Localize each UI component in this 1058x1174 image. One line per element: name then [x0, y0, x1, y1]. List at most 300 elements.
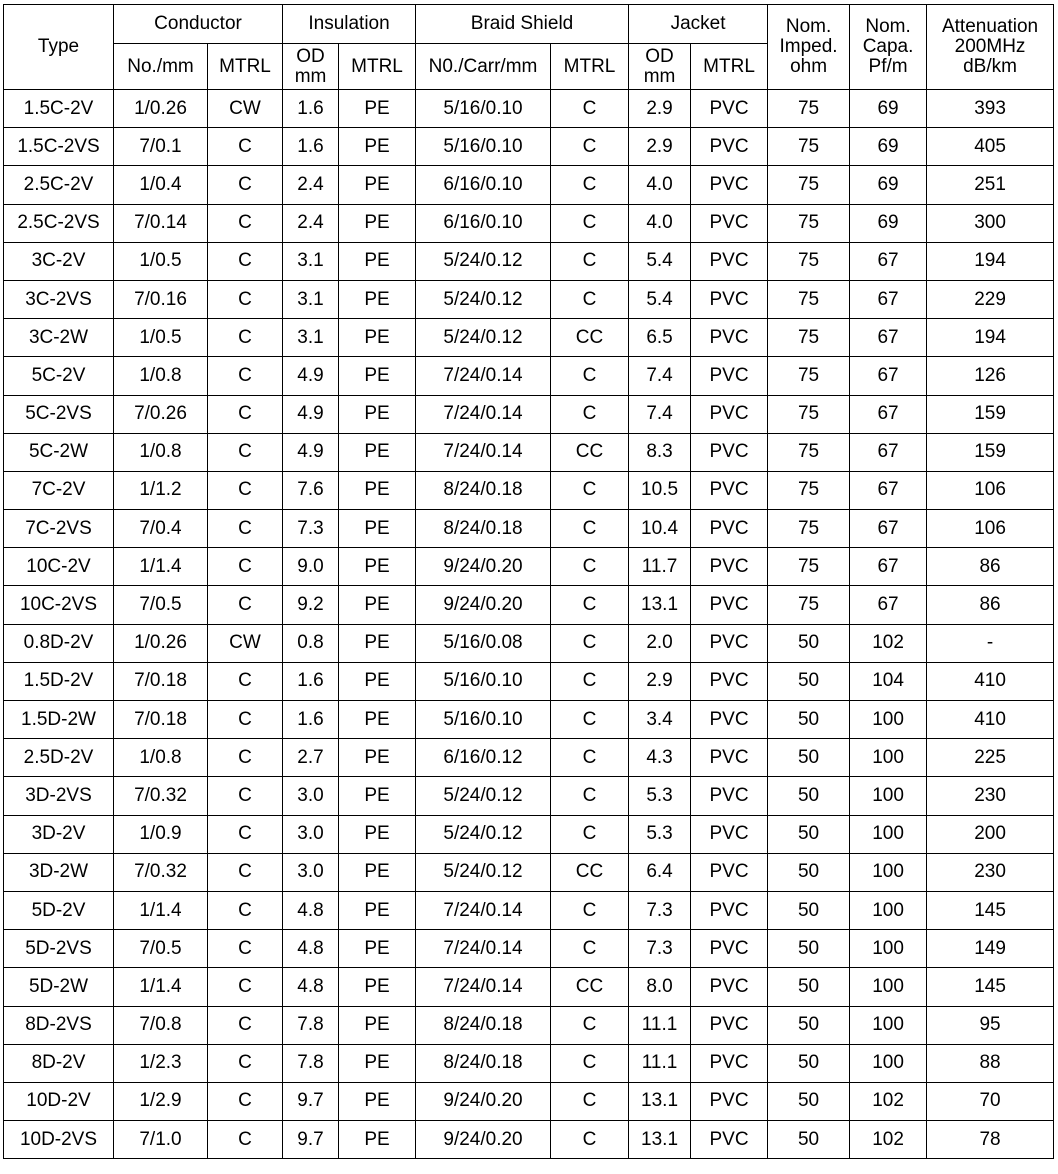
coax-spec-table — [3, 4, 1054, 1159]
cell-braid-no-carr-mm: 5/16/0.10 — [416, 701, 551, 739]
cell-nom-capa: 100 — [850, 930, 927, 968]
cell-type: 1.5C-2VS — [4, 128, 114, 166]
cell-attenuation: 200 — [927, 815, 1054, 853]
cell-conductor-no-mm: 7/0.18 — [114, 662, 208, 700]
cell-nom-imped: 75 — [768, 242, 850, 280]
cell-insulation-mtrl: PE — [339, 357, 416, 395]
cell-type: 2.5C-2V — [4, 166, 114, 204]
cell-nom-capa: 67 — [850, 357, 927, 395]
cell-jacket-od: 6.4 — [629, 853, 691, 891]
cell-jacket-mtrl: PVC — [691, 471, 768, 509]
cell-jacket-mtrl: PVC — [691, 1082, 768, 1120]
cell-nom-imped: 50 — [768, 1006, 850, 1044]
cell-braid-no-carr-mm: 5/24/0.12 — [416, 815, 551, 853]
cell-insulation-mtrl: PE — [339, 586, 416, 624]
cell-type: 7C-2V — [4, 471, 114, 509]
cell-conductor-mtrl: C — [208, 395, 283, 433]
cell-insulation-od: 4.8 — [283, 891, 339, 929]
cell-attenuation: 86 — [927, 548, 1054, 586]
cell-conductor-mtrl: C — [208, 586, 283, 624]
cell-conductor-no-mm: 1/0.26 — [114, 90, 208, 128]
cell-conductor-mtrl: C — [208, 280, 283, 318]
cell-insulation-mtrl: PE — [339, 1082, 416, 1120]
cell-type: 3D-2V — [4, 815, 114, 853]
cell-braid-mtrl: CC — [551, 433, 629, 471]
cell-jacket-od: 2.9 — [629, 90, 691, 128]
cell-nom-imped: 50 — [768, 1082, 850, 1120]
cell-braid-mtrl: C — [551, 166, 629, 204]
cell-type: 5D-2V — [4, 891, 114, 929]
table-row — [4, 1006, 1054, 1044]
cell-jacket-mtrl: PVC — [691, 777, 768, 815]
cell-braid-no-carr-mm: 7/24/0.14 — [416, 891, 551, 929]
cell-type: 8D-2V — [4, 1044, 114, 1082]
table-row — [4, 777, 1054, 815]
cell-insulation-od: 2.7 — [283, 739, 339, 777]
cell-insulation-od: 7.8 — [283, 1006, 339, 1044]
header-braid-shield: Braid Shield — [416, 5, 629, 44]
cell-insulation-mtrl: PE — [339, 701, 416, 739]
cell-braid-mtrl: C — [551, 128, 629, 166]
cell-braid-mtrl: C — [551, 471, 629, 509]
cell-jacket-mtrl: PVC — [691, 1121, 768, 1159]
cell-nom-imped: 75 — [768, 510, 850, 548]
cell-jacket-mtrl: PVC — [691, 548, 768, 586]
cell-attenuation: 393 — [927, 90, 1054, 128]
cell-braid-no-carr-mm: 9/24/0.20 — [416, 548, 551, 586]
cell-braid-no-carr-mm: 7/24/0.14 — [416, 968, 551, 1006]
cell-conductor-no-mm: 1/2.3 — [114, 1044, 208, 1082]
cell-insulation-od: 7.6 — [283, 471, 339, 509]
cell-conductor-mtrl: C — [208, 1082, 283, 1120]
cell-jacket-od: 11.1 — [629, 1044, 691, 1082]
cell-conductor-mtrl: C — [208, 1121, 283, 1159]
cell-jacket-mtrl: PVC — [691, 204, 768, 242]
cell-nom-imped: 75 — [768, 204, 850, 242]
header-insulation-od: OD mm — [283, 44, 339, 90]
cell-nom-imped: 50 — [768, 777, 850, 815]
cell-nom-capa: 100 — [850, 815, 927, 853]
cell-attenuation: 194 — [927, 319, 1054, 357]
cell-attenuation: 106 — [927, 510, 1054, 548]
cell-insulation-mtrl: PE — [339, 280, 416, 318]
table-row — [4, 242, 1054, 280]
table-row — [4, 433, 1054, 471]
cell-jacket-mtrl: PVC — [691, 242, 768, 280]
cell-type: 3C-2V — [4, 242, 114, 280]
cell-jacket-mtrl: PVC — [691, 1044, 768, 1082]
cell-jacket-mtrl: PVC — [691, 968, 768, 1006]
table-row — [4, 1082, 1054, 1120]
cell-jacket-mtrl: PVC — [691, 891, 768, 929]
cell-jacket-od: 5.3 — [629, 815, 691, 853]
cell-nom-imped: 50 — [768, 815, 850, 853]
cell-jacket-mtrl: PVC — [691, 815, 768, 853]
cell-conductor-no-mm: 7/1.0 — [114, 1121, 208, 1159]
cell-braid-mtrl: CC — [551, 319, 629, 357]
cell-braid-no-carr-mm: 5/16/0.10 — [416, 662, 551, 700]
table-row — [4, 739, 1054, 777]
cell-type: 3C-2W — [4, 319, 114, 357]
cell-insulation-mtrl: PE — [339, 968, 416, 1006]
cell-jacket-od: 2.9 — [629, 128, 691, 166]
cell-nom-imped: 50 — [768, 930, 850, 968]
cell-insulation-od: 9.0 — [283, 548, 339, 586]
cell-braid-mtrl: C — [551, 701, 629, 739]
header-nom-capa: Nom. Capa. Pf/m — [850, 5, 927, 90]
cell-nom-capa: 67 — [850, 433, 927, 471]
cell-conductor-no-mm: 1/0.8 — [114, 357, 208, 395]
cell-nom-capa: 100 — [850, 701, 927, 739]
cell-attenuation: 229 — [927, 280, 1054, 318]
cell-attenuation: 225 — [927, 739, 1054, 777]
cell-conductor-mtrl: C — [208, 968, 283, 1006]
cell-conductor-mtrl: C — [208, 853, 283, 891]
cell-braid-mtrl: C — [551, 395, 629, 433]
cell-jacket-od: 4.0 — [629, 166, 691, 204]
cell-conductor-no-mm: 1/0.5 — [114, 319, 208, 357]
cell-conductor-mtrl: CW — [208, 624, 283, 662]
cell-nom-capa: 67 — [850, 395, 927, 433]
cell-insulation-od: 2.4 — [283, 204, 339, 242]
cell-type: 3D-2W — [4, 853, 114, 891]
cell-insulation-mtrl: PE — [339, 1006, 416, 1044]
cell-nom-capa: 100 — [850, 891, 927, 929]
cell-conductor-mtrl: C — [208, 930, 283, 968]
cell-nom-capa: 67 — [850, 242, 927, 280]
cell-insulation-mtrl: PE — [339, 624, 416, 662]
table-row — [4, 357, 1054, 395]
cell-braid-mtrl: C — [551, 90, 629, 128]
header-nom-imped: Nom. Imped. ohm — [768, 5, 850, 90]
cell-conductor-no-mm: 1/0.26 — [114, 624, 208, 662]
cell-insulation-od: 3.0 — [283, 853, 339, 891]
cell-nom-capa: 67 — [850, 548, 927, 586]
cell-braid-no-carr-mm: 6/16/0.10 — [416, 204, 551, 242]
cell-nom-imped: 75 — [768, 280, 850, 318]
cell-braid-mtrl: C — [551, 777, 629, 815]
cell-conductor-no-mm: 1/2.9 — [114, 1082, 208, 1120]
cell-attenuation: 145 — [927, 891, 1054, 929]
cell-braid-no-carr-mm: 8/24/0.18 — [416, 471, 551, 509]
cell-type: 10D-2V — [4, 1082, 114, 1120]
cell-insulation-mtrl: PE — [339, 433, 416, 471]
cell-jacket-od: 13.1 — [629, 586, 691, 624]
cell-insulation-od: 1.6 — [283, 90, 339, 128]
cell-insulation-mtrl: PE — [339, 471, 416, 509]
cell-insulation-od: 1.6 — [283, 662, 339, 700]
cell-type: 3D-2VS — [4, 777, 114, 815]
cell-attenuation: 194 — [927, 242, 1054, 280]
cell-insulation-mtrl: PE — [339, 319, 416, 357]
cell-conductor-no-mm: 1/0.5 — [114, 242, 208, 280]
cell-jacket-od: 8.3 — [629, 433, 691, 471]
table-row — [4, 280, 1054, 318]
table-row — [4, 1121, 1054, 1159]
cell-braid-no-carr-mm: 5/24/0.12 — [416, 319, 551, 357]
cell-jacket-mtrl: PVC — [691, 586, 768, 624]
table-row — [4, 548, 1054, 586]
cell-jacket-od: 5.4 — [629, 280, 691, 318]
cell-insulation-od: 3.0 — [283, 777, 339, 815]
header-jacket: Jacket — [629, 5, 768, 44]
cell-nom-imped: 50 — [768, 662, 850, 700]
cell-insulation-mtrl: PE — [339, 1121, 416, 1159]
cell-conductor-mtrl: CW — [208, 90, 283, 128]
cell-nom-imped: 50 — [768, 968, 850, 1006]
table-row — [4, 968, 1054, 1006]
table-row — [4, 395, 1054, 433]
cell-conductor-mtrl: C — [208, 319, 283, 357]
cell-nom-imped: 50 — [768, 1121, 850, 1159]
cell-braid-no-carr-mm: 5/24/0.12 — [416, 242, 551, 280]
table-row — [4, 930, 1054, 968]
cell-braid-mtrl: C — [551, 815, 629, 853]
cell-insulation-od: 7.8 — [283, 1044, 339, 1082]
cell-nom-imped: 75 — [768, 586, 850, 624]
cell-insulation-od: 4.8 — [283, 930, 339, 968]
cell-conductor-mtrl: C — [208, 548, 283, 586]
table-row — [4, 1044, 1054, 1082]
cell-conductor-no-mm: 1/0.9 — [114, 815, 208, 853]
cell-nom-imped: 50 — [768, 701, 850, 739]
cell-conductor-no-mm: 1/1.4 — [114, 548, 208, 586]
cell-braid-mtrl: C — [551, 280, 629, 318]
cell-insulation-mtrl: PE — [339, 510, 416, 548]
cell-insulation-od: 3.1 — [283, 242, 339, 280]
cell-nom-imped: 75 — [768, 166, 850, 204]
cell-attenuation: 159 — [927, 395, 1054, 433]
table-row — [4, 510, 1054, 548]
cell-insulation-mtrl: PE — [339, 548, 416, 586]
cell-conductor-no-mm: 1/0.4 — [114, 166, 208, 204]
cell-braid-mtrl: C — [551, 357, 629, 395]
cell-nom-capa: 100 — [850, 1044, 927, 1082]
cell-insulation-od: 7.3 — [283, 510, 339, 548]
header-insulation: Insulation — [283, 5, 416, 44]
cell-nom-capa: 67 — [850, 510, 927, 548]
cell-braid-mtrl: C — [551, 891, 629, 929]
cell-braid-no-carr-mm: 5/16/0.10 — [416, 128, 551, 166]
cell-jacket-mtrl: PVC — [691, 280, 768, 318]
cell-braid-no-carr-mm: 7/24/0.14 — [416, 433, 551, 471]
cell-conductor-mtrl: C — [208, 433, 283, 471]
cell-attenuation: 251 — [927, 166, 1054, 204]
cell-type: 1.5D-2W — [4, 701, 114, 739]
cell-nom-capa: 104 — [850, 662, 927, 700]
cell-jacket-mtrl: PVC — [691, 128, 768, 166]
cell-conductor-mtrl: C — [208, 166, 283, 204]
cell-attenuation: - — [927, 624, 1054, 662]
cell-attenuation: 410 — [927, 662, 1054, 700]
cell-attenuation: 106 — [927, 471, 1054, 509]
table-body — [4, 90, 1054, 1159]
cell-jacket-od: 7.4 — [629, 395, 691, 433]
cell-nom-capa: 100 — [850, 777, 927, 815]
cell-jacket-od: 13.1 — [629, 1121, 691, 1159]
table-row — [4, 891, 1054, 929]
cell-nom-imped: 50 — [768, 739, 850, 777]
cell-braid-no-carr-mm: 7/24/0.14 — [416, 930, 551, 968]
cell-attenuation: 88 — [927, 1044, 1054, 1082]
cell-braid-no-carr-mm: 8/24/0.18 — [416, 1044, 551, 1082]
cell-conductor-no-mm: 7/0.32 — [114, 777, 208, 815]
cell-nom-capa: 69 — [850, 204, 927, 242]
cell-type: 10D-2VS — [4, 1121, 114, 1159]
cell-conductor-no-mm: 7/0.5 — [114, 586, 208, 624]
table-row — [4, 624, 1054, 662]
cell-braid-mtrl: C — [551, 739, 629, 777]
cell-conductor-mtrl: C — [208, 815, 283, 853]
cell-jacket-mtrl: PVC — [691, 739, 768, 777]
cell-type: 10C-2V — [4, 548, 114, 586]
cell-nom-imped: 75 — [768, 471, 850, 509]
cell-jacket-od: 10.4 — [629, 510, 691, 548]
table-row — [4, 471, 1054, 509]
table-row — [4, 853, 1054, 891]
cell-nom-imped: 75 — [768, 548, 850, 586]
cell-nom-capa: 100 — [850, 853, 927, 891]
cell-jacket-od: 4.0 — [629, 204, 691, 242]
cell-type: 1.5C-2V — [4, 90, 114, 128]
cell-insulation-od: 9.2 — [283, 586, 339, 624]
cell-type: 5C-2V — [4, 357, 114, 395]
cell-nom-imped: 50 — [768, 853, 850, 891]
header-braid-no-carr-mm: N0./Carr/mm — [416, 44, 551, 90]
cell-conductor-no-mm: 1/1.2 — [114, 471, 208, 509]
cell-nom-imped: 75 — [768, 128, 850, 166]
cell-conductor-mtrl: C — [208, 662, 283, 700]
cell-insulation-mtrl: PE — [339, 128, 416, 166]
table-row — [4, 90, 1054, 128]
cell-insulation-od: 0.8 — [283, 624, 339, 662]
cell-braid-no-carr-mm: 5/24/0.12 — [416, 853, 551, 891]
cell-nom-imped: 50 — [768, 624, 850, 662]
cell-type: 10C-2VS — [4, 586, 114, 624]
cell-nom-capa: 67 — [850, 471, 927, 509]
cell-insulation-od: 4.9 — [283, 357, 339, 395]
header-conductor-mtrl: MTRL — [208, 44, 283, 90]
cell-braid-no-carr-mm: 6/16/0.12 — [416, 739, 551, 777]
cell-jacket-od: 10.5 — [629, 471, 691, 509]
cell-nom-imped: 75 — [768, 395, 850, 433]
cell-conductor-mtrl: C — [208, 204, 283, 242]
cell-conductor-no-mm: 7/0.5 — [114, 930, 208, 968]
cell-attenuation: 149 — [927, 930, 1054, 968]
cell-jacket-od: 3.4 — [629, 701, 691, 739]
cell-attenuation: 159 — [927, 433, 1054, 471]
cell-nom-capa: 100 — [850, 739, 927, 777]
header-attenuation: Attenuation 200MHz dB/km — [927, 5, 1054, 90]
cell-braid-no-carr-mm: 5/16/0.10 — [416, 90, 551, 128]
cell-insulation-od: 3.1 — [283, 280, 339, 318]
cell-nom-imped: 50 — [768, 891, 850, 929]
cell-insulation-mtrl: PE — [339, 242, 416, 280]
cell-jacket-od: 2.9 — [629, 662, 691, 700]
table-row — [4, 701, 1054, 739]
cell-jacket-mtrl: PVC — [691, 433, 768, 471]
cell-nom-capa: 102 — [850, 1121, 927, 1159]
cell-conductor-mtrl: C — [208, 471, 283, 509]
cell-jacket-mtrl: PVC — [691, 510, 768, 548]
cell-nom-capa: 100 — [850, 1006, 927, 1044]
cell-type: 0.8D-2V — [4, 624, 114, 662]
cell-type: 5C-2VS — [4, 395, 114, 433]
cell-conductor-no-mm: 7/0.4 — [114, 510, 208, 548]
cell-conductor-no-mm: 7/0.18 — [114, 701, 208, 739]
cell-braid-no-carr-mm: 8/24/0.18 — [416, 510, 551, 548]
cell-conductor-mtrl: C — [208, 357, 283, 395]
cell-braid-mtrl: C — [551, 586, 629, 624]
cell-insulation-od: 3.1 — [283, 319, 339, 357]
cell-conductor-no-mm: 1/1.4 — [114, 968, 208, 1006]
cell-insulation-od: 4.9 — [283, 433, 339, 471]
cell-nom-imped: 75 — [768, 90, 850, 128]
cell-jacket-mtrl: PVC — [691, 853, 768, 891]
cell-conductor-no-mm: 7/0.26 — [114, 395, 208, 433]
cell-braid-mtrl: C — [551, 204, 629, 242]
cell-conductor-mtrl: C — [208, 1044, 283, 1082]
cell-jacket-od: 2.0 — [629, 624, 691, 662]
cell-conductor-mtrl: C — [208, 1006, 283, 1044]
cell-braid-no-carr-mm: 8/24/0.18 — [416, 1006, 551, 1044]
cell-attenuation: 300 — [927, 204, 1054, 242]
header-conductor-no-mm: No./mm — [114, 44, 208, 90]
cell-nom-imped: 50 — [768, 1044, 850, 1082]
cell-braid-mtrl: C — [551, 930, 629, 968]
cell-insulation-mtrl: PE — [339, 166, 416, 204]
cell-jacket-od: 6.5 — [629, 319, 691, 357]
cell-insulation-mtrl: PE — [339, 815, 416, 853]
header-jacket-od: OD mm — [629, 44, 691, 90]
cell-conductor-no-mm: 1/0.8 — [114, 433, 208, 471]
cell-insulation-mtrl: PE — [339, 739, 416, 777]
cell-braid-mtrl: CC — [551, 968, 629, 1006]
cell-braid-no-carr-mm: 7/24/0.14 — [416, 395, 551, 433]
table-header — [4, 5, 1054, 90]
cell-insulation-od: 3.0 — [283, 815, 339, 853]
cell-type: 2.5C-2VS — [4, 204, 114, 242]
cell-type: 1.5D-2V — [4, 662, 114, 700]
cell-conductor-mtrl: C — [208, 128, 283, 166]
cell-braid-no-carr-mm: 5/16/0.08 — [416, 624, 551, 662]
cell-insulation-mtrl: PE — [339, 1044, 416, 1082]
cell-insulation-od: 4.9 — [283, 395, 339, 433]
cell-braid-no-carr-mm: 6/16/0.10 — [416, 166, 551, 204]
cell-braid-no-carr-mm: 9/24/0.20 — [416, 1082, 551, 1120]
cell-nom-capa: 69 — [850, 90, 927, 128]
cell-insulation-od: 9.7 — [283, 1121, 339, 1159]
cell-braid-mtrl: C — [551, 1121, 629, 1159]
cell-jacket-mtrl: PVC — [691, 357, 768, 395]
cell-jacket-od: 7.4 — [629, 357, 691, 395]
cell-type: 2.5D-2V — [4, 739, 114, 777]
cell-braid-mtrl: C — [551, 1082, 629, 1120]
cell-jacket-od: 8.0 — [629, 968, 691, 1006]
cell-insulation-od: 4.8 — [283, 968, 339, 1006]
cell-conductor-no-mm: 7/0.32 — [114, 853, 208, 891]
cell-attenuation: 126 — [927, 357, 1054, 395]
cell-braid-mtrl: CC — [551, 853, 629, 891]
cell-jacket-od: 7.3 — [629, 930, 691, 968]
table-row — [4, 319, 1054, 357]
cell-jacket-od: 7.3 — [629, 891, 691, 929]
cell-type: 3C-2VS — [4, 280, 114, 318]
cell-conductor-no-mm: 1/0.8 — [114, 739, 208, 777]
cell-type: 7C-2VS — [4, 510, 114, 548]
cell-braid-no-carr-mm: 7/24/0.14 — [416, 357, 551, 395]
cell-jacket-mtrl: PVC — [691, 930, 768, 968]
